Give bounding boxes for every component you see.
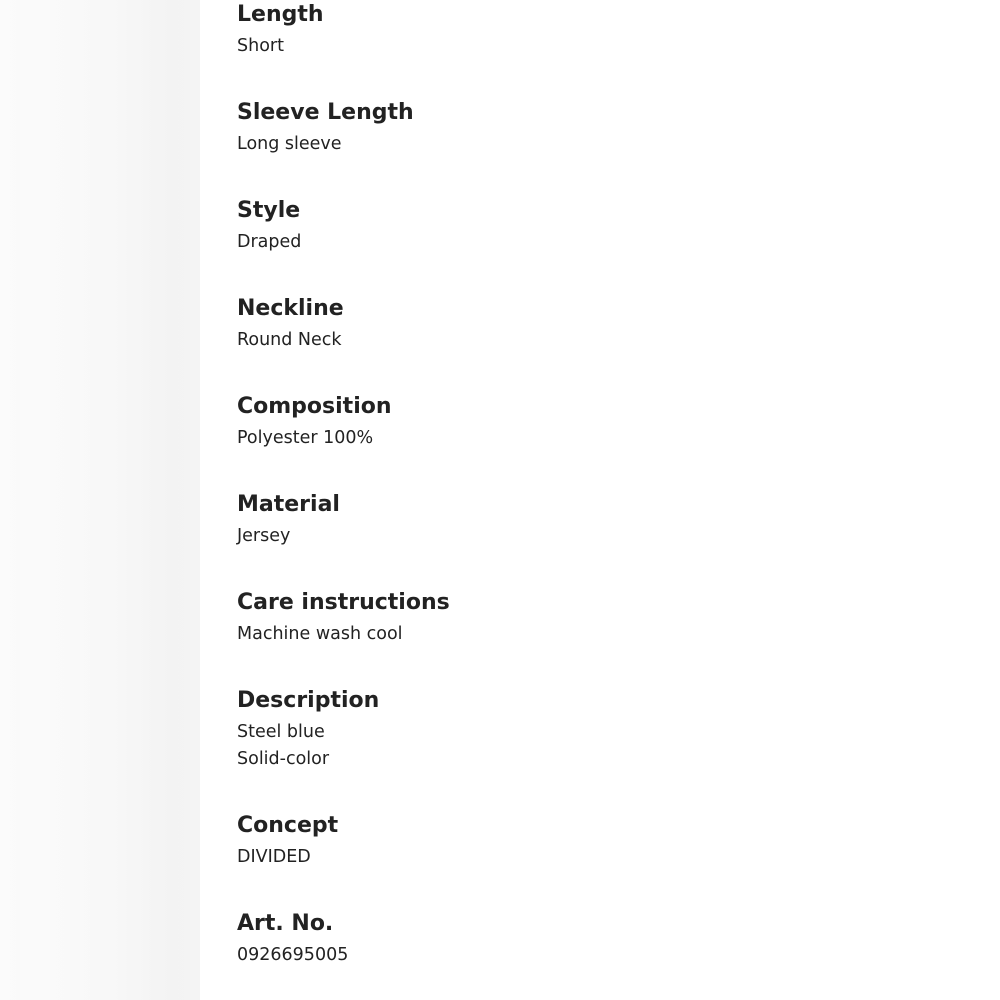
detail-label: Composition <box>237 394 392 419</box>
detail-label: Neckline <box>237 296 344 321</box>
detail-value: Jersey <box>237 526 291 546</box>
detail-value: Machine wash cool <box>237 624 403 644</box>
detail-label: Art. No. <box>237 911 334 936</box>
detail-label: Concept <box>237 813 339 838</box>
detail-label: Description <box>237 688 380 713</box>
detail-value: Draped <box>237 232 302 252</box>
detail-value: Short <box>237 36 284 56</box>
detail-value: DIVIDED <box>237 847 311 867</box>
detail-label: Length <box>237 2 324 27</box>
detail-label: Care instructions <box>237 590 450 615</box>
left-background-panel <box>0 0 200 1000</box>
detail-label: Material <box>237 492 340 517</box>
detail-value: Solid-color <box>237 749 330 769</box>
detail-value: 0926695005 <box>237 945 349 965</box>
detail-label: Sleeve Length <box>237 100 414 125</box>
detail-value: Round Neck <box>237 330 342 350</box>
detail-label: Style <box>237 198 301 223</box>
detail-value: Long sleeve <box>237 134 342 154</box>
detail-value: Steel blue <box>237 722 325 742</box>
detail-value: Polyester 100% <box>237 428 374 448</box>
